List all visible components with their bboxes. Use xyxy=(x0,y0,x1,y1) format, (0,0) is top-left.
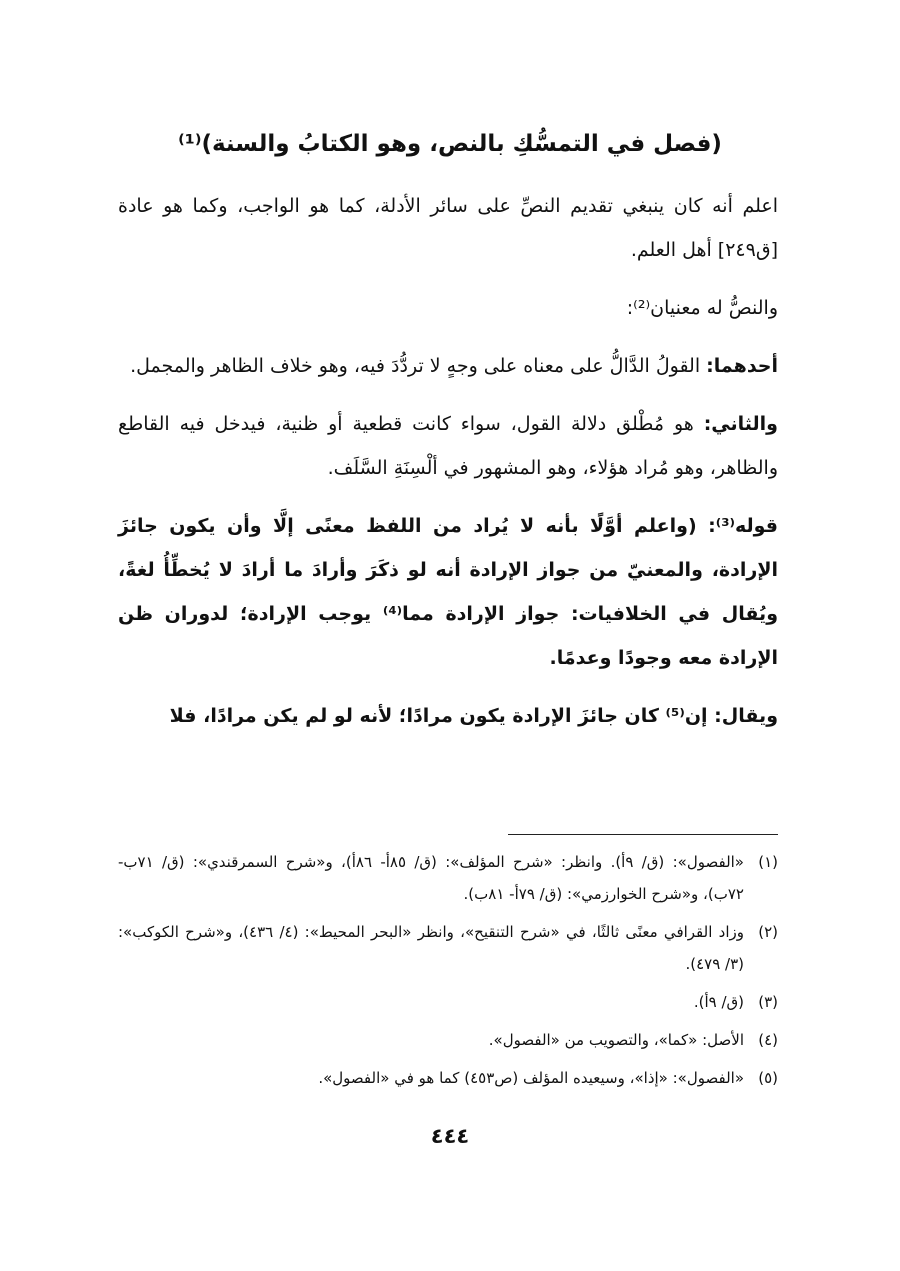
footnote-text: (ق/ ٩أ). xyxy=(693,993,744,1011)
paragraph-first-meaning xyxy=(118,344,778,388)
footnote-text: «الفصول»: (ق/ ٩أ). وانظر: «شرح المؤلف»: (ق/ ٨٥أ- ٨٦أ)، و«شرح السمرقندي»: (ق/ ٧١ب- ٧٢ب)، و«شرح الخوارزمي»: (ق/ ٧٩أ- ٨١ب). xyxy=(118,853,744,903)
page-number: ٤٤٤ xyxy=(430,1124,470,1148)
paragraph-text: والنصُّ له معنيان⁽²⁾: xyxy=(626,297,778,319)
footnote-text: الأصل: «كما»، والتصويب من «الفصول». xyxy=(488,1031,744,1049)
footnote-number: (٢) xyxy=(758,923,778,941)
footnote-text: وزاد القرافي معنًى ثالثًا، في «شرح التنقيح»، وانظر «البحر المحيط»: (٤/ ٤٣٦)، و«شرح الكوكب»: (٣/ ٤٧٩). xyxy=(118,923,744,973)
footnote-separator xyxy=(508,834,778,835)
footnote-item xyxy=(118,1062,778,1094)
main-text xyxy=(118,184,778,752)
footnote-item xyxy=(118,1024,778,1056)
footnote-number: (١) xyxy=(758,853,778,871)
footnote-item xyxy=(118,846,778,910)
paragraph-lead: أحدهما: xyxy=(706,355,778,377)
paragraph-text: هو مُطْلق دلالة القول، سواء كانت قطعية أو ظنية، فيدخل فيه القاطع والظاهر، وهو مُراد هؤلاء، وهو المشهور في ألْسِنَةِ السَّلَف. xyxy=(118,413,778,479)
section-title: (فصل في التمسُّكِ بالنص، وهو الكتابُ والسنة)⁽¹⁾ xyxy=(178,131,722,157)
paragraph-lead: والثاني: xyxy=(703,413,778,435)
footnote-number: (٥) xyxy=(758,1069,778,1087)
footnotes xyxy=(118,846,778,1100)
paragraph-text: اعلم أنه كان ينبغي تقديم النصِّ على سائر الأدلة، كما هو الواجب، وكما هو عادة [ق٢٤٩] أهل العلم. xyxy=(118,195,778,261)
paragraph-second-meaning xyxy=(118,402,778,490)
paragraph-meanings xyxy=(118,286,778,330)
paragraph-continuation xyxy=(118,694,778,738)
footnote-text: «الفصول»: «إذا»، وسيعيده المؤلف (ص٤٥٣) كما هو في «الفصول». xyxy=(318,1069,744,1087)
paragraph-intro xyxy=(118,184,778,272)
footnote-item xyxy=(118,986,778,1018)
paragraph-text: قوله⁽³⁾: (واعلم أوَّلًا بأنه لا يُراد من اللفظ معنًى إلَّا وأن يكون جائزَ الإرادة، والمعنيّ من جواز الإرادة أنه لو ذكَرَ وأرادَ ما أرادَ لا يُخطِّأُ لغةً، ويُقال في الخلافيات: جواز الإرادة مما⁽⁴⁾ يوجب الإرادة؛ لدوران ظن الإرادة معه وجودًا وعدمًا. xyxy=(118,515,779,669)
footnote-number: (٣) xyxy=(758,993,778,1011)
paragraph-text: القولُ الدَّالُّ على معناه على وجهٍ لا تردُّدَ فيه، وهو خلاف الظاهر والمجمل. xyxy=(130,355,707,377)
paragraph-quote xyxy=(118,504,778,680)
paragraph-text: ويقال: إن⁽⁵⁾ كان جائزَ الإرادة يكون مرادًا؛ لأنه لو لم يكن مرادًا، فلا xyxy=(169,705,778,727)
footnote-item xyxy=(118,916,778,980)
footnote-number: (٤) xyxy=(758,1031,778,1049)
